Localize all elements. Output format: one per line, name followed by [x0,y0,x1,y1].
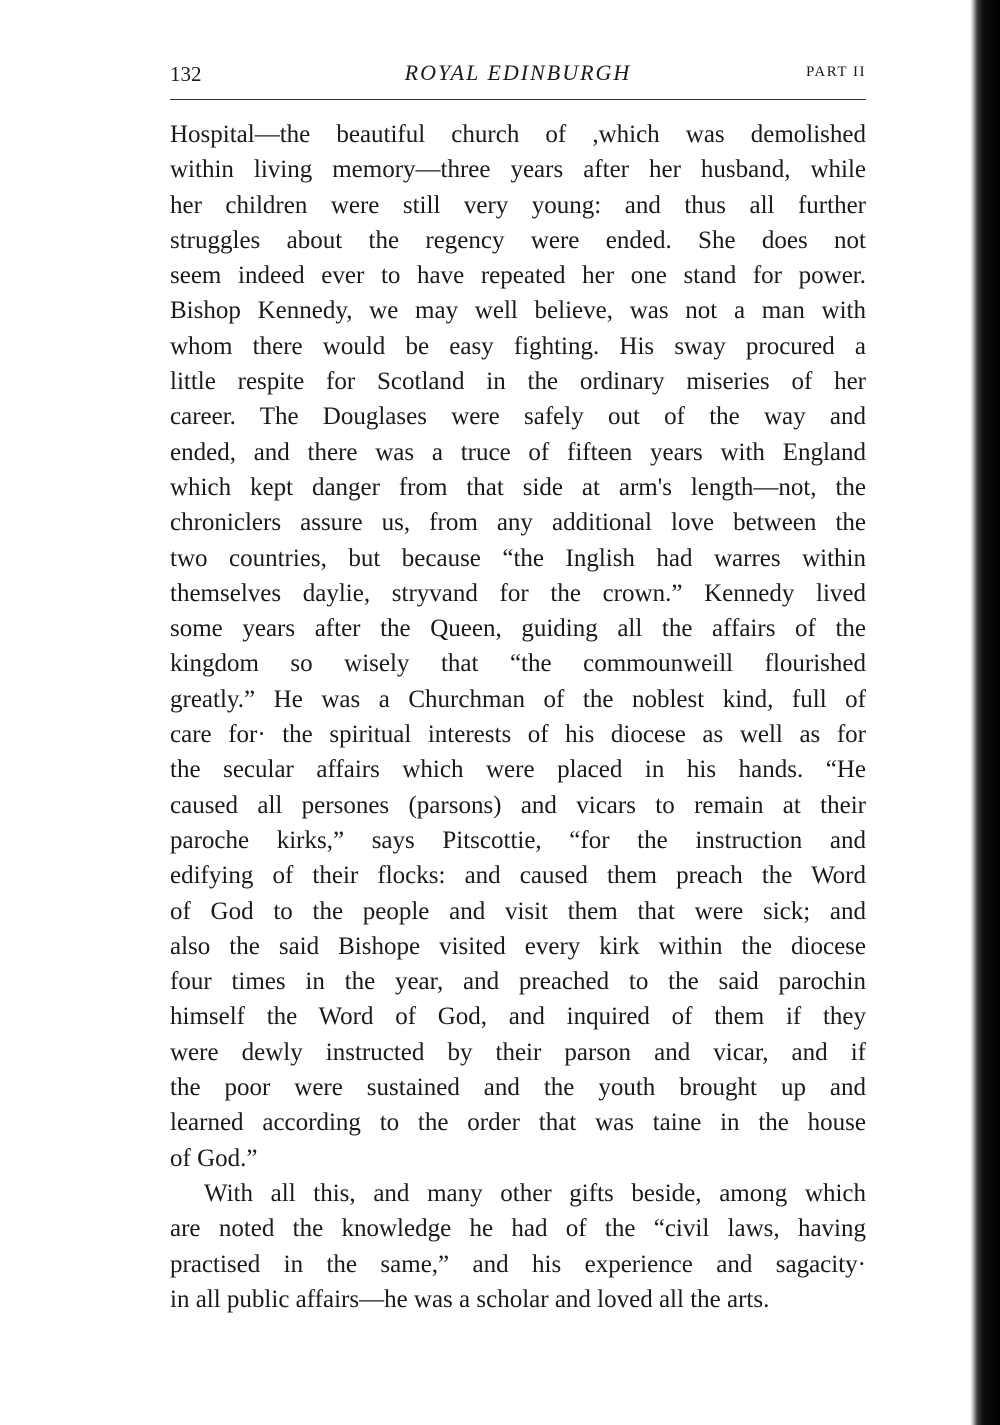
text-line: Hospital—the beautiful church of ,which was demolished [170,121,866,148]
running-header [170,60,866,90]
text-line: the poor were sustained and the youth brought up and [170,1074,866,1102]
text-line: learned according to the order that was taine in the house [170,1109,866,1137]
text-line: little respite for Scotland in the ordinary miseries of her [170,368,866,396]
text-line: of God.” [170,1144,258,1172]
paragraph-2 [170,1176,866,1317]
text-line: in all public affairs—he was a scholar and loved all the arts. [170,1285,770,1313]
text-line: two countries, but because “the Inglish had warres within [170,544,866,572]
paragraph-1 [170,117,866,1176]
text-line: care for· the spiritual interests of his diocese as well as for [170,721,866,749]
text-line: also the said Bishope visited every kirk within the diocese [170,932,866,960]
text-line: career. The Douglases were safely out of the way and [170,403,866,431]
text-line: were dewly instructed by their parson and vicar, and if [170,1038,866,1066]
running-title: ROYAL EDINBURGH [404,60,632,85]
text-line: With all this, and many other gifts beside, among which [204,1179,866,1207]
header-rule [170,99,866,100]
text-line: Bishop Kennedy, we may well believe, was not a man with [170,297,866,325]
text-line: greatly.” He was a Churchman of the noblest kind, full of [170,685,866,713]
text-line: of God to the people and visit them that were sick; and [170,897,866,925]
text-line: himself the Word of God, and inquired of them if they [170,1003,866,1031]
text-line: caused all persones (parsons) and vicars to remain at their [170,791,866,819]
page-number: 132 [170,62,202,86]
text-line: some years after the Queen, guiding all the affairs of the [170,615,866,643]
text-line: the secular affairs which were placed in his hands. “He [170,756,866,784]
text-line: which kept danger from that side at arm's length—not, the [170,473,866,501]
scan-binding-edge [970,0,1000,1425]
text-line: paroche kirks,” says Pitscottie, “for the instruction and [170,826,866,854]
part-label: PART II [805,64,866,80]
text-line: kingdom so wisely that “the commounweill flourished [170,650,866,678]
text-line: practised in the same,” and his experience and sagacity· [170,1250,866,1278]
text-line: seem indeed ever to have repeated her one stand for power. [170,262,866,290]
text-line: chroniclers assure us, from any additional love between the [170,509,866,537]
body-text [170,117,866,1317]
text-line: her children were still very young: and thus all further [170,191,866,219]
text-line: four times in the year, and preached to the said parochin [170,968,866,996]
text-line: struggles about the regency were ended. She does not [170,226,866,254]
text-line: within living memory—three years after her husband, while [170,156,866,184]
text-line: whom there would be easy fighting. His sway procured a [170,332,866,360]
text-line: edifying of their flocks: and caused them preach the Word [170,862,866,890]
text-line: themselves daylie, stryvand for the crown.” Kennedy lived [170,579,866,607]
text-line: ended, and there was a truce of fifteen years with England [170,438,866,466]
text-line: are noted the knowledge he had of the “civil laws, having [170,1215,866,1243]
